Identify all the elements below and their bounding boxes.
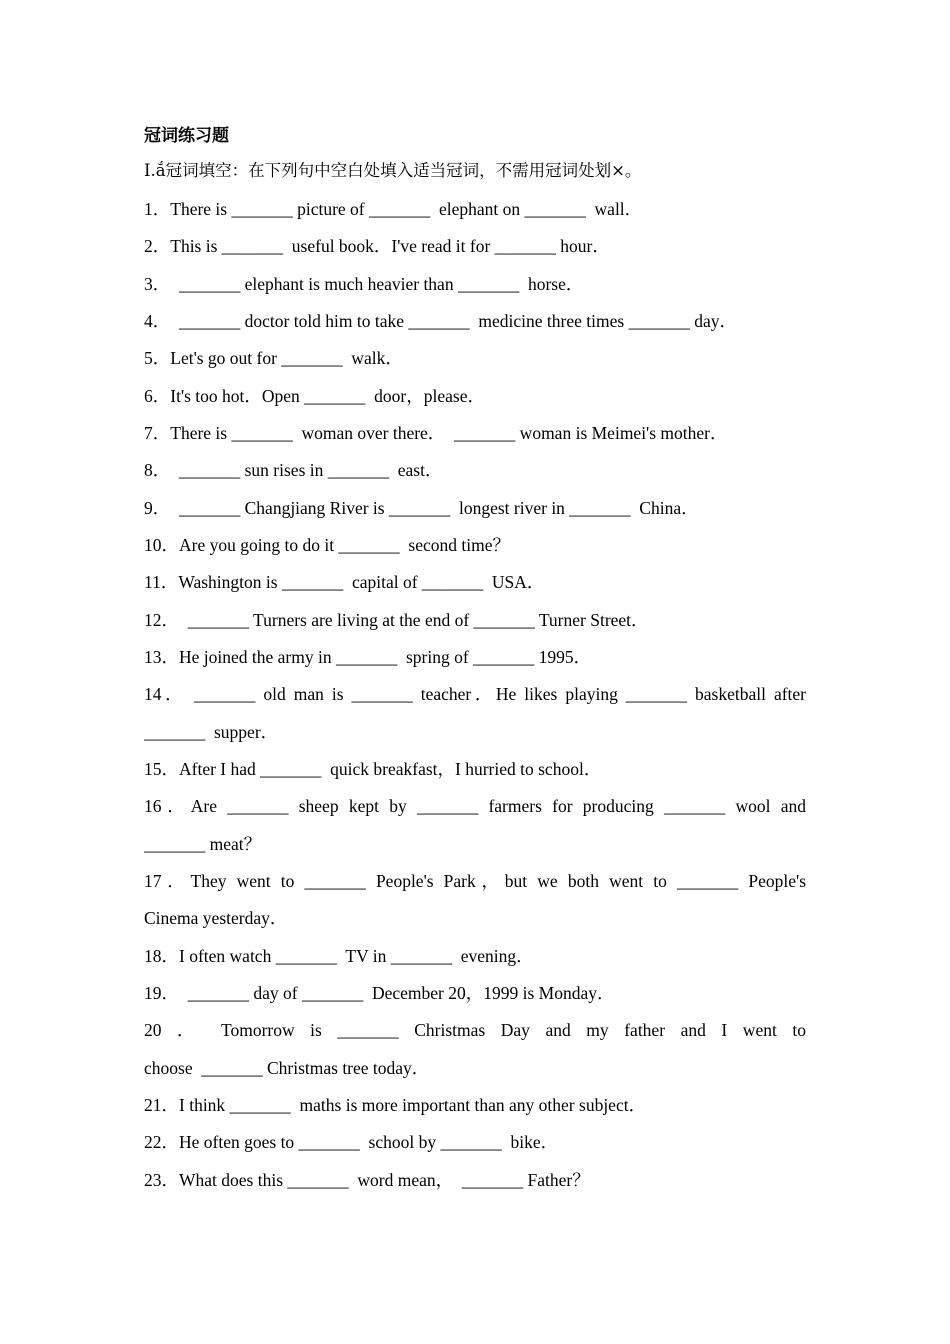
exercise-line: 12． _______ Turners are living at the end of _______ Turner Street． bbox=[144, 610, 649, 630]
exercise-line: 3． _______ elephant is much heavier than _______ horse． bbox=[144, 274, 584, 294]
exercise-line: 14． _______ old man is _______ teacher．He likes playing _______ basketball after bbox=[144, 684, 806, 704]
exercise-line: 19． _______ day of _______ December 20，1999 is Monday． bbox=[144, 983, 615, 1003]
exercise-line: 9． _______ Changjiang River is _______ longest river in _______ China． bbox=[144, 498, 699, 518]
exercise-line: 8． _______ sun rises in _______ east． bbox=[144, 460, 443, 480]
exercise-line: 20 ． Tomorrow is _______ Christmas Day and my father and I went to bbox=[144, 1020, 806, 1040]
exercise-line: 1．There is _______ picture of _______ elephant on _______ wall． bbox=[144, 199, 643, 219]
exercise-line: 7．There is _______ woman over there． _______ woman is Meimei's mother． bbox=[144, 423, 728, 443]
exercise-line-continued: _______ supper． bbox=[144, 722, 279, 742]
page-title: 冠词练习题 bbox=[144, 126, 229, 146]
exercise-line: 15．After I had _______ quick breakfast，I hurried to school． bbox=[144, 759, 602, 779]
exercise-line: 4． _______ doctor told him to take _______ medicine three times _______ day． bbox=[144, 311, 737, 331]
exercise-line-continued: Cinema yesterday． bbox=[144, 908, 288, 928]
exercise-line: 10．Are you going to do it _______ second time？ bbox=[144, 535, 511, 555]
exercise-line: 23．What does this _______ word mean， _______ Father？ bbox=[144, 1170, 590, 1190]
exercise-line: 17．They went to _______ People's Park，but we both went to _______ People's bbox=[144, 871, 806, 891]
instruction-text: I.ắ冠词填空：在下列句中空白处填入适当冠词，不需用冠词处划×。 bbox=[144, 161, 642, 180]
exercise-line: 5．Let's go out for _______ walk． bbox=[144, 348, 403, 368]
exercise-line: 22．He often goes to _______ school by _______ bike． bbox=[144, 1132, 559, 1152]
exercise-line: 13．He joined the army in _______ spring of _______ 1995． bbox=[144, 647, 592, 667]
exercise-line-continued: choose _______ Christmas tree today． bbox=[144, 1058, 430, 1078]
exercise-line-continued: _______ meat？ bbox=[144, 834, 262, 854]
exercise-line: 16．Are _______ sheep kept by _______ farmers for producing _______ wool and bbox=[144, 796, 806, 816]
exercise-line: 21．I think _______ maths is more important than any other subject． bbox=[144, 1095, 647, 1115]
exercise-line: 2．This is _______ useful book．I've read it for _______ hour． bbox=[144, 236, 610, 256]
exercise-line: 6．It's too hot．Open _______ door，please． bbox=[144, 386, 485, 406]
exercise-line: 18．I often watch _______ TV in _______ evening． bbox=[144, 946, 534, 966]
exercise-line: 11．Washington is _______ capital of _______ USA． bbox=[144, 572, 545, 592]
